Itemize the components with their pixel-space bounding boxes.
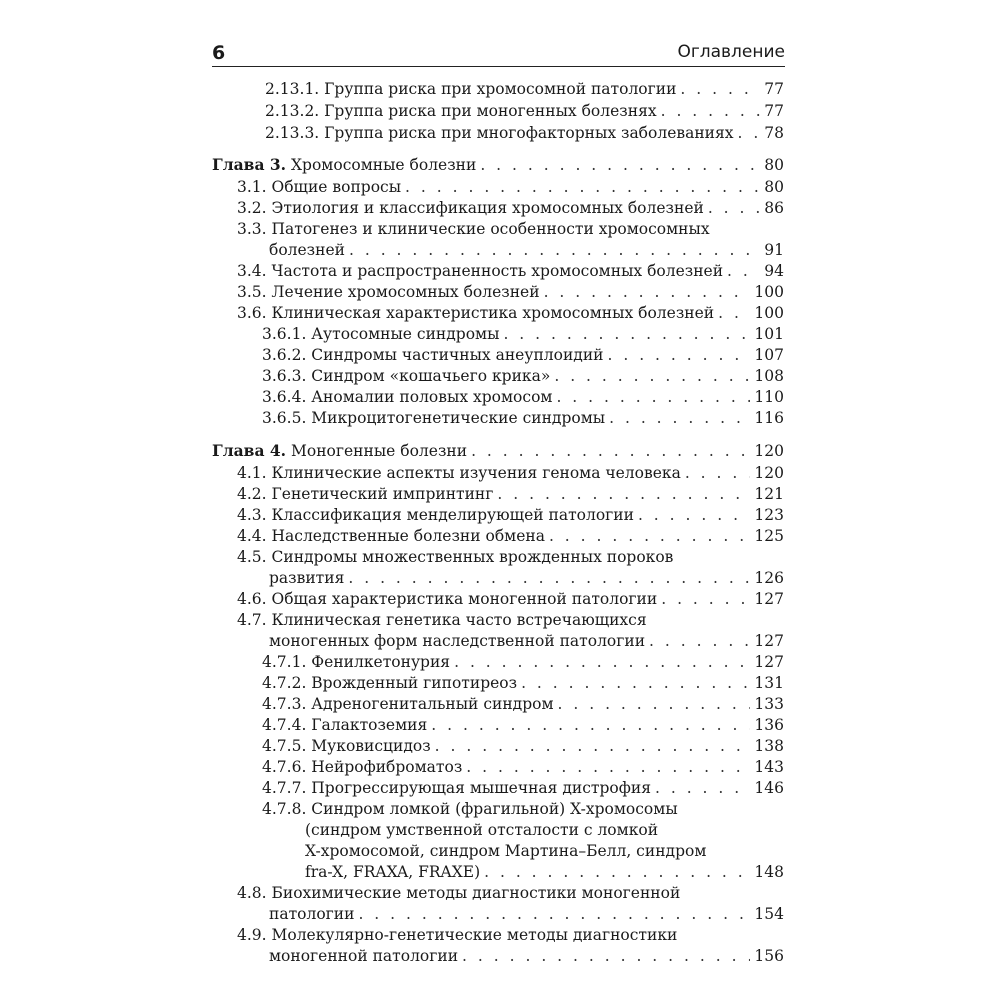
toc-entry[interactable]: 3.5. Лечение хромосомных болезней . . . 100 [237,281,784,303]
toc-entry[interactable]: 4.7.6. Нейрофиброматоз . . . 143 [262,756,784,778]
toc-entry[interactable]: 3.6.4. Аномалии половых хромосом . . . 110 [262,386,784,408]
toc-entry[interactable]: моногенных форм наследственной патологии . . . 127 [269,630,784,652]
toc-entry[interactable]: 3.2. Этиология и классификация хромосомных болезней . . . 86 [237,197,784,219]
toc-entry-continuation: X-хромосомой, синдром Мартина–Белл, синдром [305,842,707,860]
toc-entry[interactable]: 4.3. Классификация менделирующей патологии . . . 123 [237,504,784,526]
toc-entry[interactable]: 2.13.3. Группа риска при многофакторных заболеваниях . . . 78 [265,122,784,144]
toc-entry-first-line[interactable]: 4.9. Молекулярно-генетические методы диагностики [237,926,678,944]
toc-entry[interactable]: болезней . . . 91 [269,239,784,261]
toc-entry[interactable]: 4.7.4. Галактоземия . . . 136 [262,714,784,736]
toc-chapter-4[interactable]: Глава 4. Моногенные болезни . . . 120 [212,440,784,462]
toc-entry[interactable]: патологии . . . 154 [269,903,784,925]
toc-entry[interactable]: развития . . . 126 [269,567,784,589]
toc-entry[interactable]: 3.4. Частота и распространенность хромосомных болезней . . . 94 [237,260,784,282]
toc-entry[interactable]: 3.6.2. Синдромы частичных анеуплоидий . . . 107 [262,344,784,366]
toc-entry-first-line[interactable]: 4.5. Синдромы множественных врожденных пороков [237,548,674,566]
toc-entry[interactable]: 4.1. Клинические аспекты изучения генома человека . . . 120 [237,462,784,484]
toc-entry-first-line[interactable]: 4.8. Биохимические методы диагностики моногенной [237,884,681,902]
section-title: Оглавление [677,42,785,62]
toc-entry[interactable]: 3.6. Клиническая характеристика хромосомных болезней . . . 100 [237,302,784,324]
toc-entry[interactable]: 4.6. Общая характеристика моногенной патологии . . . 127 [237,588,784,610]
toc-entry-first-line[interactable]: 4.7.8. Синдром ломкой (фрагильной) X-хромосомы [262,800,678,818]
toc-entry[interactable]: 4.7.3. Адреногенитальный синдром . . . 133 [262,693,784,715]
toc-entry-first-line[interactable]: 4.7. Клиническая генетика часто встречающихся [237,611,647,629]
toc-entry[interactable]: 4.7.7. Прогрессирующая мышечная дистрофия . . . 146 [262,777,784,799]
page-number: 6 [212,42,226,64]
toc-entry[interactable]: 4.4. Наследственные болезни обмена . . . 125 [237,525,784,547]
toc-entry[interactable]: 3.6.3. Синдром «кошачьего крика» . . . 108 [262,365,784,387]
chapter-label: Глава 4. [212,441,287,460]
toc-entry[interactable]: 2.13.2. Группа риска при моногенных болезнях . . . 77 [265,100,784,122]
toc-entry[interactable]: моногенной патологии . . . 156 [269,945,784,967]
toc-entry[interactable]: 4.2. Генетический импринтинг . . . 121 [237,483,784,505]
chapter-label: Глава 3. [212,155,287,174]
toc-entry[interactable]: 4.7.1. Фенилкетонурия . . . 127 [262,651,784,673]
toc-entry[interactable]: 4.7.2. Врожденный гипотиреоз . . . 131 [262,672,784,694]
toc-entry[interactable]: 4.7.5. Муковисцидоз . . . 138 [262,735,784,757]
toc-entry-first-line[interactable]: 3.3. Патогенез и клинические особенности хромосомных [237,220,710,238]
toc-entry[interactable]: fra-X, FRAXA, FRAXE) . . . 148 [305,861,784,883]
toc-entry[interactable]: 3.6.1. Аутосомные синдромы . . . 101 [262,323,784,345]
toc-chapter-3[interactable]: Глава 3. Хромосомные болезни . . . 80 [212,154,784,176]
toc-entry[interactable]: 2.13.1. Группа риска при хромосомной патологии . . . 77 [265,78,784,100]
toc-entry[interactable]: 3.1. Общие вопросы . . . 80 [237,176,784,198]
toc-entry-continuation: (синдром умственной отсталости с ломкой [305,821,659,839]
toc-entry[interactable]: 3.6.5. Микроцитогенетические синдромы . . . 116 [262,407,784,429]
